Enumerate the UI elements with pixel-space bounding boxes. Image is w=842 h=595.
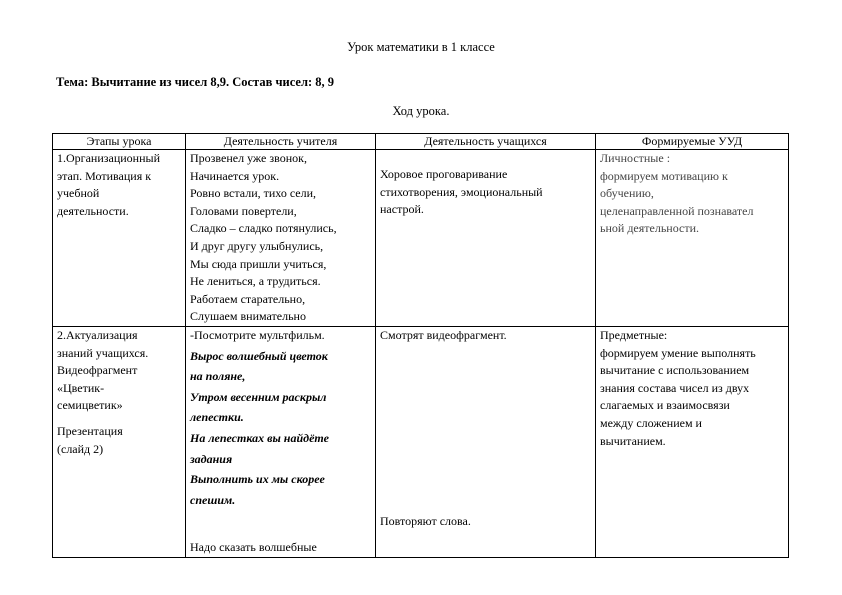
- poem-line: лепестки.: [190, 410, 244, 425]
- text-line: И друг другу улыбнулись,: [190, 238, 324, 253]
- text-line: ьной деятельности.: [600, 221, 700, 236]
- text-line: Смотрят видеофрагмент.: [380, 327, 507, 342]
- text-line: «Цветик-: [57, 380, 105, 395]
- text-line: Хоровое проговаривание: [380, 167, 508, 181]
- text-line: Начинается урок.: [190, 168, 280, 183]
- text-line: Надо сказать волшебные: [190, 540, 317, 555]
- stage-cell: [53, 326, 186, 557]
- text-line: Повторяют слова.: [380, 513, 471, 528]
- poem-line: спешим.: [190, 492, 236, 507]
- text-line: Прозвенел уже звонок,: [190, 151, 307, 165]
- table-row: [53, 150, 789, 327]
- column-header-students: Деятельность учащихся: [376, 134, 596, 150]
- lesson-table: [52, 133, 789, 558]
- uud-cell: [596, 326, 789, 557]
- text-line: Предметные:: [600, 327, 668, 342]
- poem-line: на поляне,: [190, 369, 246, 384]
- text-line: стихотворения, эмоциональный: [380, 184, 543, 199]
- stage-cell: [53, 150, 186, 327]
- text-line: вычитанием.: [600, 433, 666, 448]
- text-line: -Посмотрите мультфильм.: [190, 327, 325, 342]
- students-cell: [376, 150, 596, 327]
- text-line: деятельности.: [57, 203, 129, 218]
- text-line: Видеофрагмент: [57, 363, 138, 378]
- lesson-course-heading: [0, 104, 842, 119]
- text-line: вычитание с использованием: [600, 363, 750, 378]
- spacer: [57, 415, 181, 423]
- poem-line: Выполнить их мы скорее: [190, 472, 325, 487]
- text-line: знаний учащихся.: [57, 345, 149, 360]
- text-line: слагаемых и взаимосвязи: [600, 398, 730, 413]
- table-row: [53, 326, 789, 557]
- spacer: [190, 509, 371, 539]
- text-line: Не лениться, а трудиться.: [190, 274, 321, 289]
- text-line: обучению,: [600, 186, 654, 201]
- poem-line: задания: [190, 451, 233, 466]
- uud-cell: [596, 150, 789, 327]
- column-header-stages: Этапы урока: [53, 134, 186, 150]
- text-line: Слушаем внимательно: [190, 309, 306, 324]
- teacher-cell: [186, 326, 376, 557]
- column-header-uud: Формируемые УУД: [596, 134, 789, 150]
- text-line: 2.Актуализация: [57, 327, 138, 342]
- text-line: Ровно встали, тихо сели,: [190, 186, 317, 201]
- spacer: [380, 150, 591, 166]
- text-line: целенаправленной познавател: [600, 203, 754, 218]
- text-line: 1.Организационный: [57, 151, 160, 165]
- text-line: (слайд 2): [57, 441, 104, 456]
- text-line: Сладко – сладко потянулись,: [190, 221, 337, 236]
- column-header-teacher: Деятельность учителя: [186, 134, 376, 150]
- teacher-cell: [186, 150, 376, 327]
- text-line: Мы сюда пришли учиться,: [190, 256, 327, 271]
- text-line: настрой.: [380, 202, 424, 217]
- lesson-topic: Тема: Вычитание из чисел 8,9. Состав чисел: 8, 9: [56, 75, 335, 89]
- text-line: семицветик»: [57, 398, 123, 413]
- text-line: Работаем старательно,: [190, 291, 306, 306]
- text-line: Личностные :: [600, 151, 671, 165]
- text-line: этап. Мотивация к: [57, 168, 152, 183]
- poem-line: Вырос волшебный цветок: [190, 348, 328, 363]
- text-line: Презентация: [57, 423, 123, 438]
- text-line: между сложением и: [600, 415, 702, 430]
- text-line: учебной: [57, 186, 100, 201]
- text-line: формируем умение выполнять: [600, 345, 756, 360]
- students-cell: [376, 326, 596, 557]
- text-line: Головами повертели,: [190, 203, 297, 218]
- spacer: [380, 345, 591, 513]
- poem-line: На лепестках вы найдёте: [190, 430, 329, 445]
- poem-line: Утром весенним раскрыл: [190, 389, 327, 404]
- course-heading-text: Ход урока.: [392, 104, 450, 118]
- page-title: Урок математики в 1 классе: [347, 40, 495, 54]
- table-header-row: [53, 134, 789, 150]
- text-line: формируем мотивацию к: [600, 168, 728, 183]
- text-line: знания состава чисел из двух: [600, 380, 750, 395]
